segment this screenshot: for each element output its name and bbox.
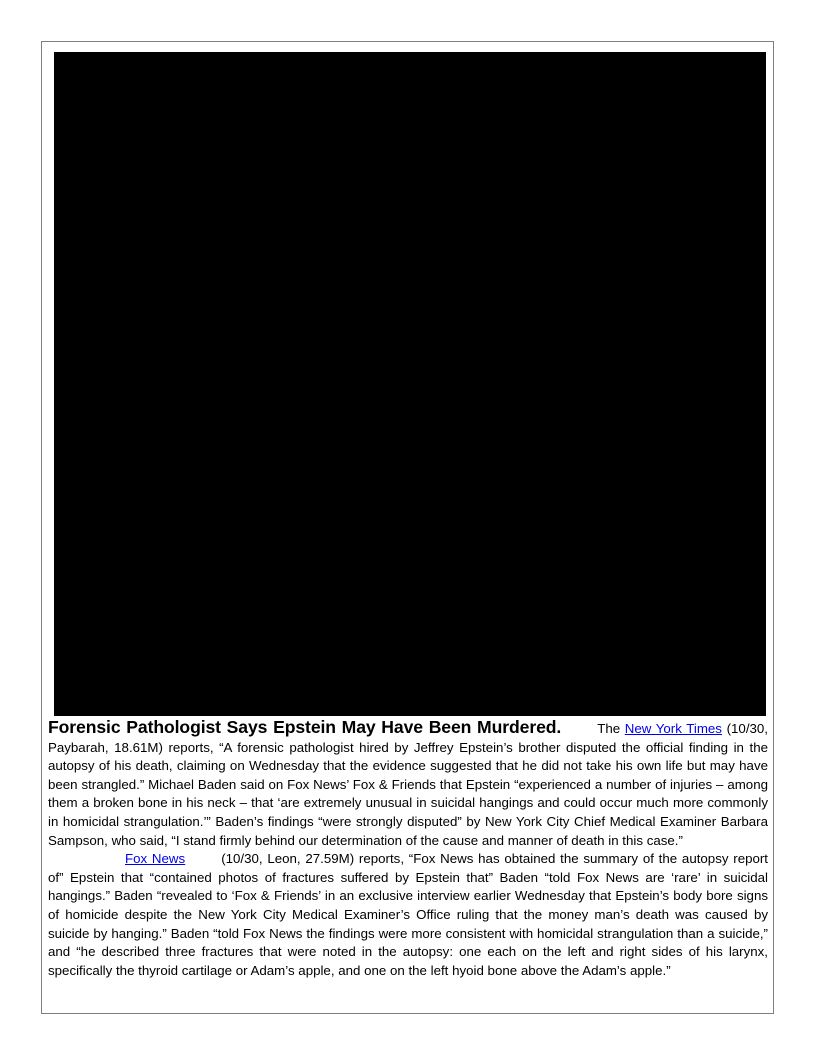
news-article bbox=[48, 718, 768, 980]
paragraph-1-lead: The bbox=[597, 721, 625, 736]
article-headline: Forensic Pathologist Says Epstein May Have Been Murdered. bbox=[48, 717, 562, 737]
article-paragraph-1 bbox=[48, 718, 768, 850]
paragraph-2-body: (10/30, Leon, 27.59M) reports, “Fox News has obtained the summary of the autopsy report of” Epstein that “contained photos of fractures suffered by Epstein that” Baden “told Fox News are ‘rare’ in suicidal hangings.” Baden “revealed to ‘Fox & Friends’ in an exclusive interview earlier Wednesday that Epstein’s body bore signs of homicide despite the New York City Medical Examiner’s Office ruling that the money man’s death was caused by suicide by hanging.” Baden “told Fox News the findings were more consistent with homicidal strangulation than a suicide,” and “he described three fractures that were noted in the autopsy: one each on the left and right sides of his larynx, specifically the thyroid cartilage or Adam’s apple, and one on the left hyoid bone above the Adam’s apple.” bbox=[48, 851, 769, 978]
article-paragraph-2 bbox=[48, 850, 768, 980]
fox-news-link[interactable]: Fox News bbox=[125, 851, 186, 867]
redacted-image-block bbox=[54, 52, 766, 716]
new-york-times-link[interactable]: New York Times bbox=[624, 721, 722, 736]
paragraph-1-body: (10/30, Paybarah, 18.61M) reports, “A forensic pathologist hired by Jeffrey Epstein’s brother disputed the official finding in the autopsy of his death, claiming on Wednesday that the evidence suggested that he did not take his own life but may have been strangled.” Michael Baden said on Fox News’ Fox & Friends that Epstein “experienced a number of injuries – among them a broken bone in his neck – that ‘are extremely unusual in suicidal hangings and could occur much more commonly in homicidal strangulation.’” Baden’s findings “were strongly disputed” by New York City Chief Medical Examiner Barbara Sampson, who said, “I stand firmly behind our determination of the cause and manner of death in this case.” bbox=[48, 721, 768, 848]
